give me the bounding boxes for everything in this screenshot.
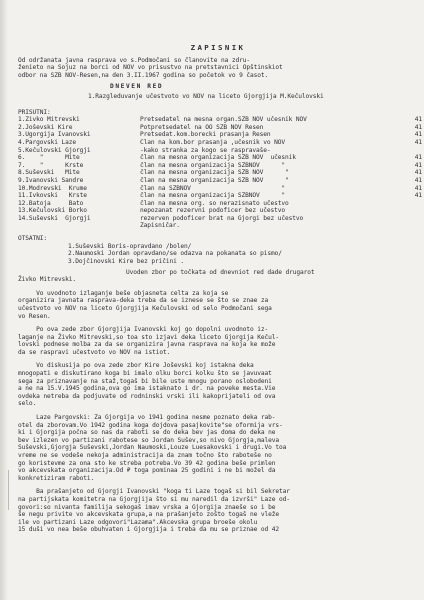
- attendee-list: [18, 116, 422, 313]
- attendee-name: 11.Ivkovski Krste: [18, 192, 87, 200]
- discussion-body: [18, 290, 418, 534]
- attendee-roles: [140, 116, 348, 230]
- attendee-name: 9.Ivanovski Sandre: [18, 176, 84, 184]
- attendee-years: [402, 116, 422, 230]
- attendee-names: [18, 116, 136, 230]
- opening-line: Od održanata javna rasprava vo s.Podmočani so članovite na zdru-: [18, 56, 251, 64]
- agenda-heading: DNEVEN RED: [110, 83, 164, 91]
- present-label: PRISUTNI:: [18, 108, 51, 116]
- paragraph-line: 15 duši vo nea beše obuhvaten i Gjorgjija i treba da mu se priznae od 42: [18, 526, 280, 534]
- attendee-role: član na mesna organizacija SZB NOV učesnik: [140, 154, 296, 162]
- attendee-year: 41: [414, 192, 422, 200]
- intro-line: Uvoden zbor po točkata od dnevniot red dade drugarot: [126, 268, 315, 276]
- attendee-role: član na mesna organizacija SZBNOV ": [140, 192, 286, 200]
- paragraph-line: sega za priznavanje na staž,togaš bi bile uste mnogu porano oslobodeni: [18, 377, 272, 385]
- attendee-role: Pretsedat.kom.borecki prasanja Resen: [140, 131, 271, 139]
- attendee-name: 2.Joševski Kire: [18, 123, 73, 131]
- attendee-name: 1.Živko Mitrevski: [18, 116, 80, 124]
- attendee-role: Potpretsedatel na OO SZB NOV Resen: [140, 123, 264, 131]
- opening-paragraph: [18, 57, 418, 80]
- attendee-role: član na mesna org. so nerazisnato učestvo: [140, 199, 289, 207]
- attendee-name: 6. " Mite: [18, 154, 80, 162]
- paragraph-line: vo Resen.: [18, 312, 51, 320]
- attendee-year: 41: [414, 169, 422, 177]
- attendee-name: 10.Modrevski Krume: [18, 184, 87, 192]
- paragraph-line: učestvoto vo NOV na liceto Gjorgjija Kečulovski od selo Podmočani sega: [18, 304, 272, 312]
- attendee-year: 41: [414, 138, 422, 146]
- attendee-name: 4.Pargovski Laze: [18, 138, 77, 146]
- discussion-paragraph: [18, 326, 418, 356]
- speaker-name: Živko Mitrevski.: [18, 276, 77, 284]
- attendee-year: [402, 147, 422, 155]
- paragraph-line: govori:so nivanta familija sekogaš imav vrska a Gjorgija znaeše so i be: [18, 503, 276, 511]
- attendee-year: 41: [414, 131, 422, 139]
- attendee-name: 7. " Krste: [18, 161, 84, 169]
- opening-line: odbor na SZB NOV-Resen,na den 3.II.1967 godina so početok vo 9 časot.: [18, 71, 269, 79]
- attendee-name: 13.Kečulovski Borko: [18, 207, 87, 215]
- paragraph-line: Po ova zede zbor Gjorgjija Ivanovski koj go dopolni uvodnoto iz-: [18, 326, 269, 334]
- paragraph-line: laganje na Živko Mitrevski,so toa sto izjavi deka liceto Gjorgija Kečul-: [18, 333, 280, 341]
- discussion-paragraph: [18, 362, 418, 408]
- discussion-paragraph: [18, 488, 418, 534]
- attendee-name: 8.Suševski Mite: [18, 169, 80, 177]
- attendee-role: član na SZBNOV ": [140, 184, 286, 192]
- paragraph-line: otel da zborovam.Vo 1942 godina koga dojdova pasajkovite"se oformija vrs-: [18, 421, 283, 429]
- document-title: ZAPISNIK: [190, 43, 246, 52]
- paragraph-line: še negu privite vo akcevskata grupa,a na prašanjeto zošto togaš ne vleže: [18, 511, 280, 519]
- attendee-year: 41: [414, 161, 422, 169]
- attendee-role: Član na kom.bor prasanja ,učesnik vo NOV: [140, 138, 286, 146]
- paragraph-line: lovski podnese molba za da se organizira javna rasprava na koja ke može: [18, 341, 276, 349]
- attendee-name: 12.Batoja Bato: [18, 199, 84, 207]
- paragraph-line: konkretiziram raboti.: [18, 474, 95, 482]
- paragraph-line: Ba prašanjeto od Gjorgji Ivanovski "koga ti Laze togaš si bil Sekretar: [18, 488, 290, 496]
- attendee-year: 41: [414, 123, 422, 131]
- attendee-year: 41: [414, 176, 422, 184]
- paragraph-line: mnogopati e diskutirano koga bi imalo olku borci kolku što se javuvaat: [18, 370, 272, 378]
- discussion-paragraph: [18, 414, 418, 482]
- attendee-year: 41: [414, 184, 422, 192]
- paragraph-line: vreme ne se vodeše nekoja administracija da znam točno što raboteše no: [18, 452, 272, 459]
- paragraph-line: go koristevme za ona sto ke streba potreba.Vo 39 42 godina beše primlen: [18, 459, 276, 467]
- attendee-role: Zapisničar.: [140, 222, 180, 230]
- paragraph-line: selo.: [18, 400, 37, 408]
- attendee-year: [402, 207, 422, 215]
- attendee-role: član na mesna organizacija SZB NOV ": [140, 169, 289, 177]
- paragraph-line: bev izlezen vo partizani rabotese so Jordan Sušev,so nivo Gjorgja,maleva: [18, 436, 280, 444]
- absent-item: 3.Dojčinovski Kire bez pričini .: [68, 257, 185, 265]
- paragraph-line: vo akcevskata organizacija.Od ₽ toga pominaa 25 godini i ne bi možel da: [18, 467, 276, 475]
- attendee-year: [402, 222, 422, 230]
- attendee-name: 14.Suševski Gjorgji: [18, 214, 91, 222]
- attendee-role: nepozanat rezervni podoficer bez učestvo: [140, 207, 286, 215]
- paragraph-line: Vo diskusija po ova zede zbor Kire Joševski koj istakna deka: [18, 362, 254, 370]
- paragraph-line: ovdeka netreba da podjuvate od rodninski vrski ili kakoprijateli od ova: [18, 392, 276, 400]
- paragraph-line: Vo uvodnoto izlaganje beše objasneta celta za koja se: [18, 289, 229, 297]
- paragraph-line: na partijskata komitetra na Gjorgjija što si mu naredil da izvrši" Laze od-: [18, 495, 290, 503]
- agenda-item: 1.Razgleduvanje učestvoto vo NOV na liceto Gjorgjija M.Kečulovski: [88, 92, 324, 100]
- attendee-role: član na mesna organizacija SZB NOV ": [140, 176, 289, 184]
- absent-item: 1.Suševski Boris-opravdano /bolen/: [68, 242, 192, 250]
- attendee-role: Pretsedatel na mesna organ.SZB NOV učesnik NOV: [140, 116, 307, 124]
- paragraph-line: a ne na 15.V.1945 godina,ova go ima istaknato i dr. na poveke mesta.Vie: [18, 385, 276, 393]
- attendee-name: [18, 222, 136, 230]
- attendee-year: 41: [414, 154, 422, 162]
- attendee-year: [402, 215, 422, 223]
- absent-label: OTSATNI:: [18, 235, 48, 243]
- paragraph-line: Suševski,Gjorgja Suševski,Jordan Naumoski,Louze Luesakovski i drugi.Vo toa: [18, 444, 287, 452]
- attendee-name: 5.Kečulovski Gjorgji: [18, 146, 91, 154]
- paragraph-line: Laze Pargovski: Za Gjorgija vo 1941 godina nesme poznato deka rab-: [18, 414, 276, 422]
- attendee-role: član na mesna organizacija SZBNOV ": [140, 161, 286, 169]
- opening-line: ženieto na Sojuz na borci od NOV vo prisustvo na pretstavnici Opštinskiot: [18, 64, 283, 72]
- margin-mark: [8, 470, 17, 510]
- attendee-year: [402, 200, 422, 208]
- attendee-role: -kako stranka za kogo se raspravaše-: [140, 146, 271, 154]
- paragraph-line: ile vo partizani Laze odgovori"Lazama".Akcevska grupa broeše okolu: [18, 518, 258, 526]
- attendee-role: rezerven podoficer brat na Gjorgi bez učestvo: [140, 214, 304, 222]
- attendee-name: 3.Ugorgija Ivanovski: [18, 131, 91, 139]
- paragraph-line: organizira javnata rasprava-deka treba da se iznese se što se znae za: [18, 297, 269, 305]
- absent-item: 2.Naumoski Jordan opravdano/se odazva na pokanata so pismo/: [68, 250, 282, 258]
- attendee-year: 41: [414, 116, 422, 124]
- paragraph-line: ki i Gjorgija počna so nas da raboti se do deka bev jas doma do deka ne: [18, 429, 276, 437]
- paragraph-line: da se raspravi učestvoto vo NOV na istiot.: [18, 348, 171, 356]
